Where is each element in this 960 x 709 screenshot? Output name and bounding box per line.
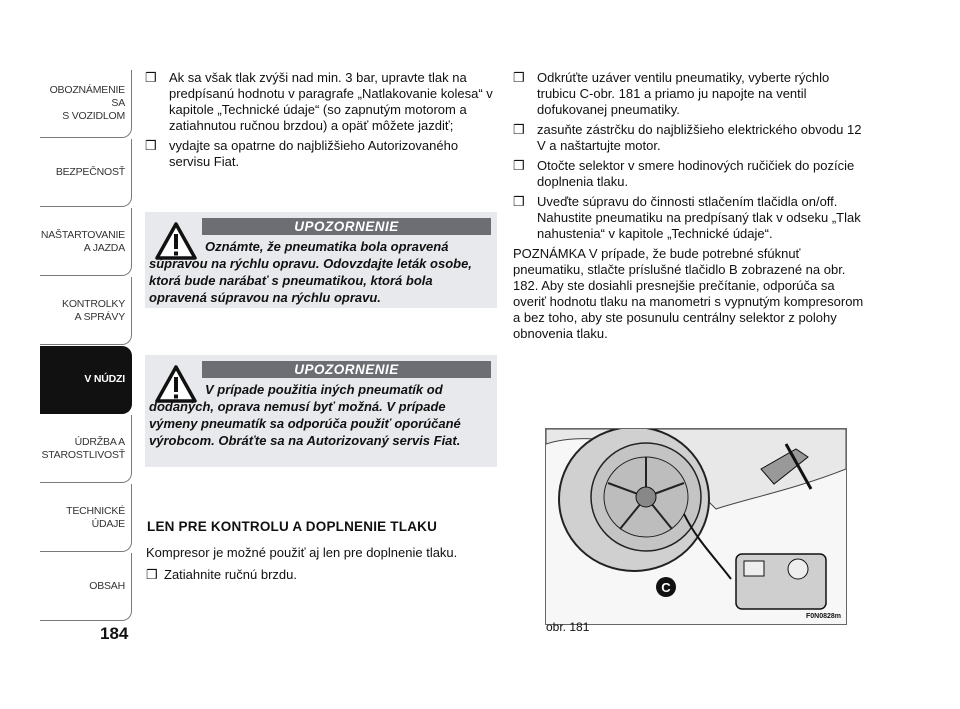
list-item: ❒ Odkrúťte uzáver ventilu pneumatiky, vyberte rýchlo trubicu C-obr. 181 a priamo ju napojte na ventil dofukovanej pneumatiky. [513, 70, 830, 117]
tab-technicke[interactable]: TECHNICKÉ ÚDAJE [40, 484, 132, 552]
left-column [145, 70, 495, 174]
figure-code: F0N0828m [806, 613, 842, 620]
figure-181 [545, 428, 847, 625]
checkbox-icon: ❒ [145, 138, 157, 153]
checkbox-icon: ❒ [513, 122, 525, 137]
checkbox-icon: ❒ [146, 567, 158, 582]
tab-v-nudzi[interactable]: V NÚDZI [40, 346, 132, 414]
list-item: ❒ Zatiahnite ručnú brzdu. [146, 567, 297, 582]
warning-title: UPOZORNENIE [202, 361, 491, 378]
warning-box [145, 355, 497, 467]
checkbox-icon: ❒ [513, 70, 525, 85]
paragraph: Kompresor je možné použiť aj len pre doplnenie tlaku. [146, 545, 458, 560]
tab-kontrolky[interactable]: KONTROLKY A SPRÁVY [40, 277, 132, 345]
compressor-illustration [546, 429, 846, 624]
checkbox-icon: ❒ [513, 158, 525, 173]
note-paragraph: POZNÁMKA V prípade, že bude potrebné sfúknuť pneumatiku, stlačte príslušné tlačidlo B zobrazené na obr. 182. Aby ste dosiahli presnejšie prečítanie, odporúča sa overiť hodnotu tlaku na manometri s vypnutým kompresorom a bez toho, aby ste posunulu centrálny selektor z polohy obnovenia tlaku. [513, 246, 864, 341]
tab-udrzba[interactable]: ÚDRŽBA A STAROSTLIVOSŤ [40, 415, 132, 483]
tab-obsah[interactable]: OBSAH [40, 553, 132, 621]
section-heading: LEN PRE KONTROLU A DOPLNENIE TLAKU [147, 519, 438, 534]
list-item: ❒ Uveďte súpravu do činnosti stlačením tlačidla on/off. Nahustite pneumatiku na predpísaný tlak v odseku „Tlak nahustenia“ v kapitole „Technické údaje“. [513, 194, 861, 241]
tab-oboznamenie[interactable]: OBOZNÁMENIE SA S VOZIDLOM [40, 70, 132, 138]
right-column [513, 70, 868, 342]
checkbox-icon: ❒ [145, 70, 157, 85]
list-item: ❒ vydajte sa opatrne do najbližšieho Autorizovaného servisu Fiat. [145, 138, 459, 169]
figure-caption: obr. 181 [546, 620, 590, 634]
list-item: ❒ zasuňte zástrčku do najbližšieho elektrického obvodu 12 V a naštartujte motor. [513, 122, 862, 153]
warning-text: Oznámte, že pneumatika bola opravená súpravou na rýchlu opravu. Odovzdajte leták osobe, ktorá bude narábať s pneumatikou, ktorá bola opravená súpravou na rýchlu opravu. [149, 239, 472, 305]
warning-box [145, 212, 497, 308]
list-item: ❒ Ak sa však tlak zvýši nad min. 3 bar, upravte tlak na predpísanú hodnotu v paragrafe „Natlakovanie kolesa“ v kapitole „Technické údaje“ (so zapnutým motorom a zatiahnutou ručnou brzdou) a opäť môžete jazdiť; [145, 70, 493, 133]
tab-bezpecnost[interactable]: BEZPEČNOSŤ [40, 139, 132, 207]
warning-title: UPOZORNENIE [202, 218, 491, 235]
left-bottom [146, 545, 496, 587]
callout-c: C [661, 580, 671, 595]
list-item: ❒ Otočte selektor v smere hodinových ručičiek do pozície doplnenia tlaku. [513, 158, 855, 189]
warning-text: V prípade použitia iných pneumatík od dodaných, oprava nemusí byť možná. V prípade výmeny pneumatík sa odporúča použiť oporúčané výrobcom. Obráťte sa na Autorizovaný servis Fiat. [149, 382, 461, 448]
checkbox-icon: ❒ [513, 194, 525, 209]
tab-nastartovanie[interactable]: NAŠTARTOVANIE A JAZDA [40, 208, 132, 276]
page-number: 184 [100, 624, 129, 643]
